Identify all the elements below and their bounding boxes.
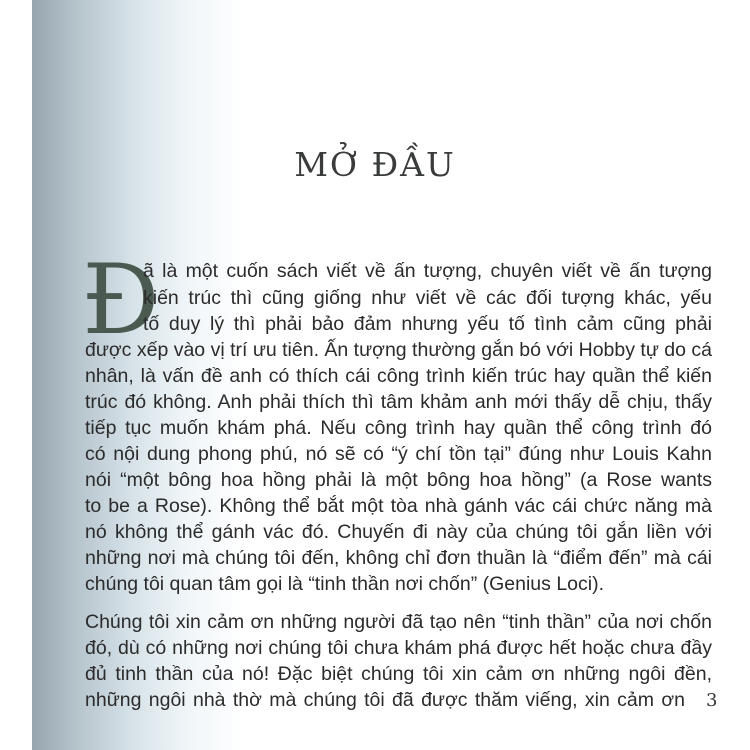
- text-line: tiếp tục muốn khám phá. Nếu công trình hay quần thể công trình đó: [85, 417, 712, 439]
- text-line: đó, dù có những nơi chúng tôi chưa khám phá được hết hoặc chưa đầy: [85, 637, 712, 659]
- text-line: đủ tinh thần của nó! Đặc biệt chúng tôi xin cảm ơn những ngôi đền,: [85, 663, 712, 685]
- text-line: to be a Rose). Không thể bắt một tòa nhà gánh vác cái chức năng mà: [85, 495, 712, 517]
- text-line: có nội dung phong phú, nó sẽ có “ý chí tồn tại” đúng như Louis Kahn: [85, 443, 712, 465]
- text-line: tố duy lý thì phải bảo đảm nhưng yếu tố tình cảm cũng phải: [143, 313, 712, 335]
- text-line: những nơi mà chúng tôi đến, không chỉ đơn thuần là “điểm đến” mà cái: [85, 547, 712, 569]
- text-line: nó không thể gánh vác đó. Chuyến đi này của chúng tôi gắn liền với: [85, 521, 712, 543]
- page-number: 3: [706, 690, 718, 711]
- text-line: ã là một cuốn sách viết về ấn tượng, chuyên viết về ấn tượng: [143, 260, 712, 282]
- text-line: kiến trúc thì cũng giống như viết về các đối tượng khác, yếu: [143, 287, 712, 309]
- text-line: nói “một bông hoa hồng phải là một bông hoa hồng” (a Rose wants: [85, 469, 712, 491]
- text-line: nhân, là vấn đề anh có thích cái công trình kiến trúc hay quần thể kiến: [85, 365, 712, 387]
- text-line: những ngôi nhà thờ mà chúng tôi đã được thăm viếng, xin cảm ơn: [85, 689, 685, 711]
- text-line: trúc đó không. Anh phải thích thì tâm khảm anh mới thấy dễ chịu, thấy: [85, 391, 712, 413]
- drop-cap: Đ: [82, 244, 160, 356]
- chapter-title: MỞ ĐẦU: [294, 145, 456, 184]
- text-line: chúng tôi quan tâm gọi là “tinh thần nơi chốn” (Genius Loci).: [85, 573, 604, 595]
- text-line: được xếp vào vị trí ưu tiên. Ấn tượng thường gắn bó với Hobby tự do cá: [85, 339, 712, 361]
- text-line: Chúng tôi xin cảm ơn những người đã tạo nên “tinh thần” của nơi chốn: [85, 611, 712, 633]
